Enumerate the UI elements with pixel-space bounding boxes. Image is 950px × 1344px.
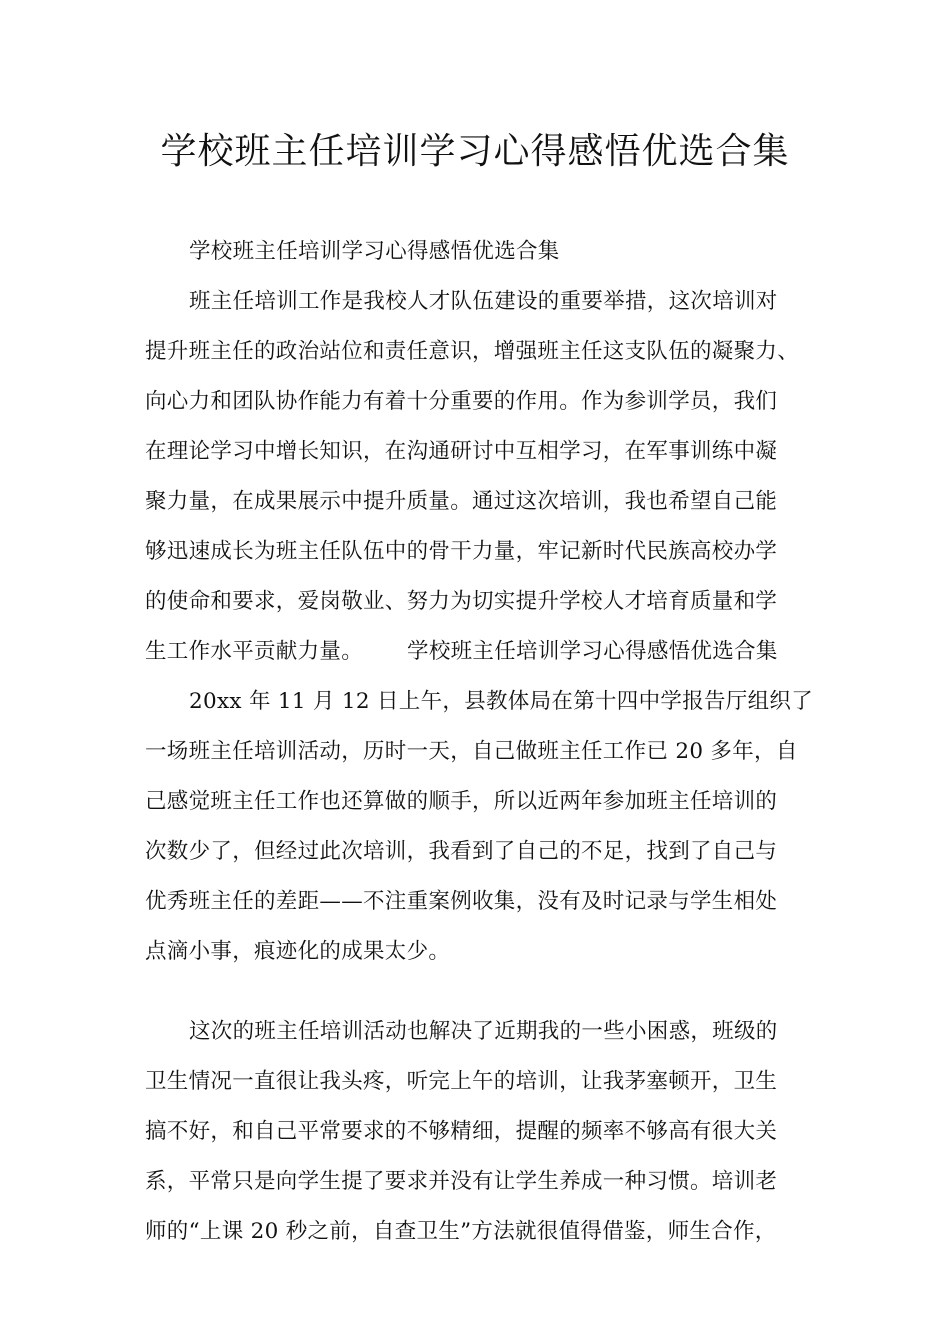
paragraph-last-line [145,627,815,677]
paragraph-line: 优秀班主任的差距——不注重案例收集，没有及时记录与学生相处 [145,889,778,914]
paragraph-line: 聚力量，在成果展示中提升质量。通过这次培训，我也希望自己能 [145,489,778,514]
inline-heading: 学校班主任培训学习心得感悟优选合集 [407,639,778,664]
paragraph-1 [145,277,815,677]
subtitle-line: 学校班主任培训学习心得感悟优选合集 [189,239,560,264]
document-title: 学校班主任培训学习心得感悟优选合集 [160,131,790,172]
paragraph-line: 搞不好，和自己平常要求的不够精细，提醒的频率不够高有很大关 [145,1119,778,1144]
document-body [145,227,815,1257]
paragraph-line: 师的“上课 20 秒之前，自查卫生”方法就很值得借鉴，师生合作， [145,1219,777,1244]
paragraph-line-text: 生工作水平贡献力量。 [145,639,364,664]
paragraph-line: 向心力和团队协作能力有着十分重要的作用。作为参训学员，我们 [145,389,778,414]
paragraph-line: 系，平常只是向学生提了要求并没有让学生养成一种习惯。培训老 [145,1169,778,1194]
paragraph-line: 一场班主任培训活动，历时一天，自己做班主任工作已 20 多年，自 [145,739,798,764]
paragraph-line: 这次的班主任培训活动也解决了近期我的一些小困惑，班级的 [189,1019,778,1044]
paragraph-line: 够迅速成长为班主任队伍中的骨干力量，牢记新时代民族高校办学 [145,539,778,564]
paragraph-line: 在理论学习中增长知识，在沟通研讨中互相学习，在军事训练中凝 [145,439,778,464]
paragraph-line: 20xx 年 11 月 12 日上午，县教体局在第十四中学报告厅组织了 [189,689,813,714]
paragraph-line: 点滴小事，痕迹化的成果太少。 [145,939,451,964]
paragraph-3 [145,1007,815,1257]
paragraph-line: 班主任培训工作是我校人才队伍建设的重要举措，这次培训对 [189,289,778,314]
paragraph-line: 卫生情况一直很让我头疼，听完上午的培训，让我茅塞顿开，卫生 [145,1069,778,1094]
paragraph-line: 的使命和要求，爱岗敬业、努力为切实提升学校人才培育质量和学 [145,589,778,614]
paragraph-line: 己感觉班主任工作也还算做的顺手，所以近两年参加班主任培训的 [145,789,778,814]
paragraph-line: 次数少了，但经过此次培训，我看到了自己的不足，找到了自己与 [145,839,778,864]
paragraph-line: 提升班主任的政治站位和责任意识，增强班主任这支队伍的凝聚力、 [145,339,800,364]
paragraph-gap [145,977,815,1007]
paragraph-2 [145,677,815,977]
